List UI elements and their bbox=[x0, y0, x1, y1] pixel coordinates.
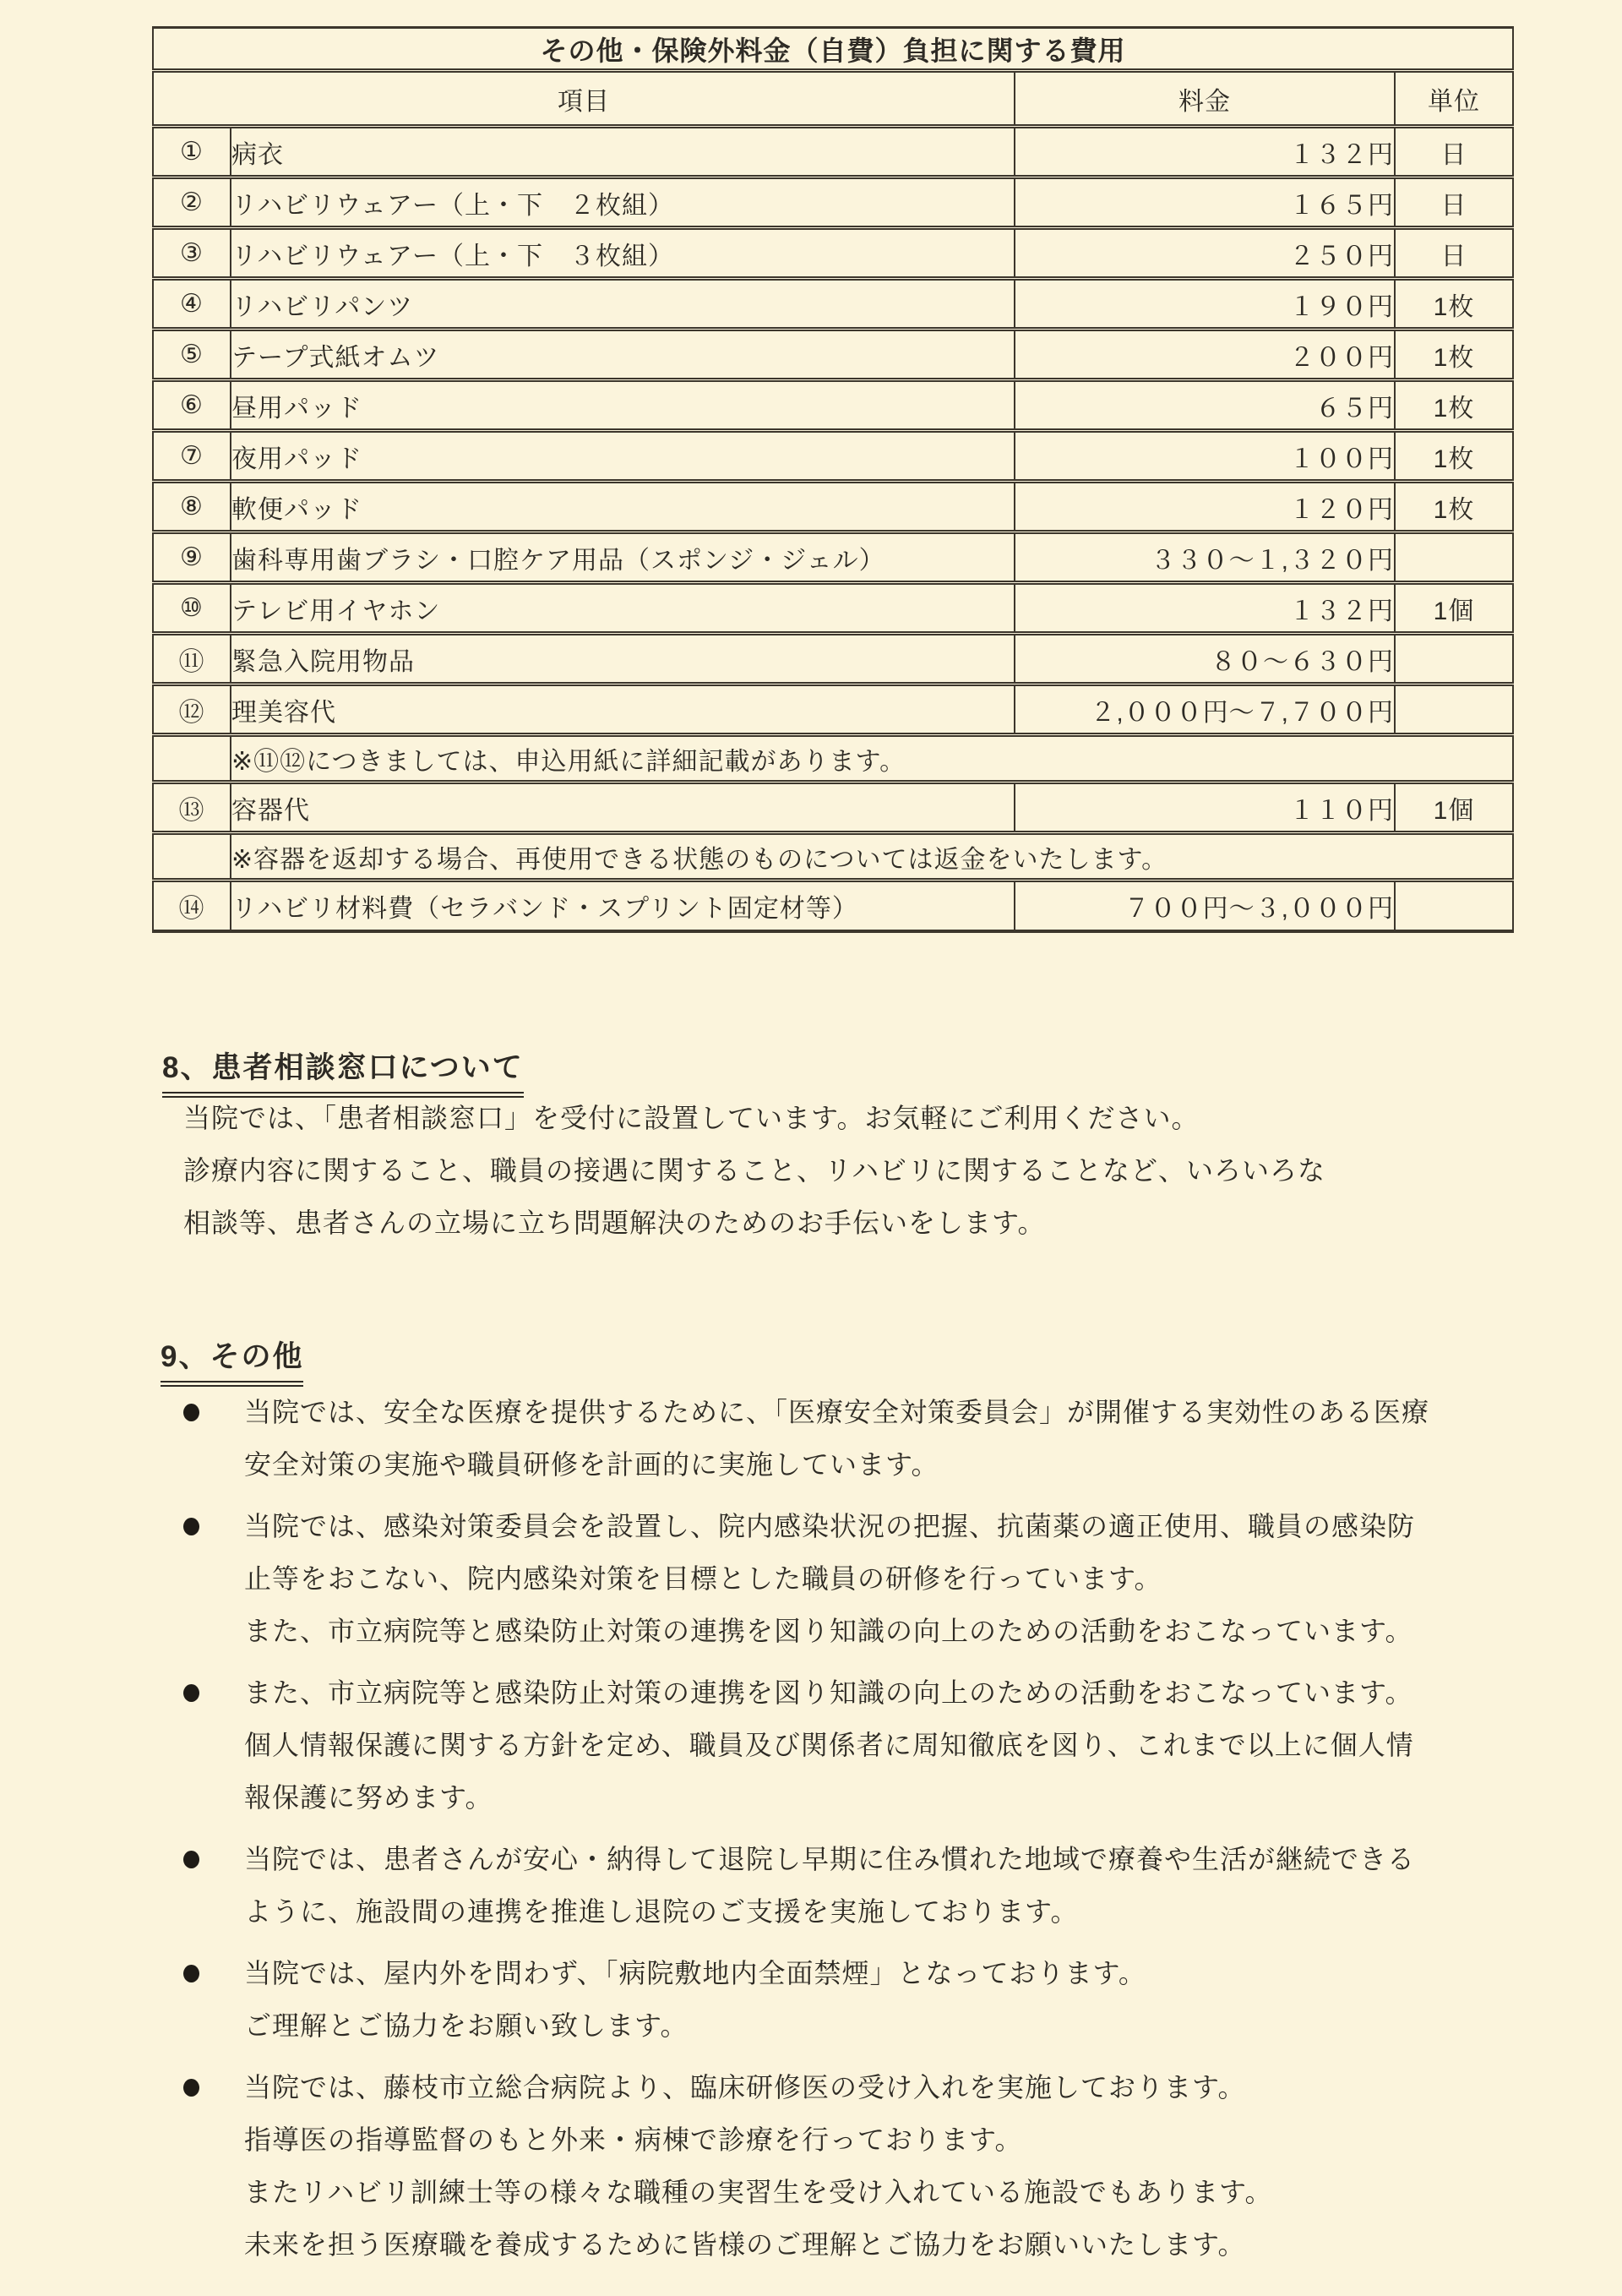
fee-cell: ７００円～３,０００円 bbox=[1015, 881, 1395, 931]
item-cell: 昼用パッド bbox=[231, 380, 1015, 431]
unit-cell: 1枚 bbox=[1395, 482, 1513, 532]
row-number-cell: ⑧ bbox=[153, 482, 231, 532]
note-cell: ※容器を返却する場合、再使用できる状態のものについては返金をいたします。 bbox=[231, 833, 1513, 881]
unit-cell: 1個 bbox=[1395, 583, 1513, 634]
item-cell: 歯科専用歯ブラシ・口腔ケア用品（スポンジ・ジェル） bbox=[231, 532, 1015, 583]
item-cell: リハビリパンツ bbox=[231, 279, 1015, 330]
bullet-icon bbox=[183, 1684, 199, 1702]
list-item bbox=[182, 1666, 1429, 1824]
unit-cell: 1枚 bbox=[1395, 380, 1513, 431]
row-number-cell: ④ bbox=[153, 279, 231, 330]
table-row bbox=[153, 783, 1513, 833]
table-row bbox=[153, 532, 1513, 583]
section9-heading: 9、その他 bbox=[161, 1333, 303, 1387]
item-cell: テープ式紙オムツ bbox=[231, 330, 1015, 380]
paragraph-line: またリハビリ訓練士等の様々な職種の実習生を受け入れている施設でもあります。 bbox=[244, 2177, 1273, 2207]
paragraph-line: 当院では、患者さんが安心・納得して退院し早期に住み慣れた地域で療養や生活が継続できる bbox=[244, 1844, 1416, 1874]
table-header-row bbox=[153, 71, 1513, 127]
table-title-row bbox=[153, 28, 1513, 71]
paragraph-line: 当院では、「患者相談窓口」を受付に設置しています。お気軽にご利用ください。 bbox=[183, 1103, 1200, 1133]
paragraph-line: 個人情報保護に関する方針を定め、職員及び関係者に周知徹底を図り、これまで以上に個人情 bbox=[244, 1730, 1414, 1760]
row-number-cell: ⑪ bbox=[153, 634, 231, 684]
paragraph-line: 止等をおこない、院内感染対策を目標とした職員の研修を行っています。 bbox=[244, 1563, 1162, 1594]
table-row bbox=[153, 127, 1513, 177]
fee-cell: １９０円 bbox=[1015, 279, 1395, 330]
section8-heading: 8、患者相談窓口について bbox=[162, 1044, 524, 1098]
table-title: その他・保険外料金（自費）負担に関する費用 bbox=[153, 28, 1513, 71]
row-number-cell: ⑨ bbox=[153, 532, 231, 583]
fee-cell: ３３０～１,３２０円 bbox=[1015, 532, 1395, 583]
unit-cell: 1枚 bbox=[1395, 431, 1513, 482]
table-row bbox=[153, 279, 1513, 330]
paragraph-line: 当院では、感染対策委員会を設置し、院内感染状況の把握、抗菌薬の適正使用、職員の感染防 bbox=[244, 1511, 1416, 1541]
table-row bbox=[153, 431, 1513, 482]
item-cell: リハビリウェアー（上・下 ３枚組） bbox=[231, 228, 1015, 279]
list-item bbox=[182, 2061, 1429, 2271]
item-cell: リハビリウェアー（上・下 ２枚組） bbox=[231, 177, 1015, 228]
row-number-cell: ⑦ bbox=[153, 431, 231, 482]
unit-cell bbox=[1395, 684, 1513, 735]
table-note-row bbox=[153, 833, 1513, 881]
item-cell: 病衣 bbox=[231, 127, 1015, 177]
fee-cell: １３２円 bbox=[1015, 127, 1395, 177]
row-number-cell: ① bbox=[153, 127, 231, 177]
bullet-icon bbox=[183, 2079, 199, 2097]
table-row bbox=[153, 482, 1513, 532]
paragraph-line: 未来を担う医療職を養成するために皆様のご理解とご協力をお願いいたします。 bbox=[244, 2229, 1246, 2260]
fee-cell: ８０～６３０円 bbox=[1015, 634, 1395, 684]
paragraph-line: 報保護に努めます。 bbox=[244, 1782, 493, 1813]
item-cell: テレビ用イヤホン bbox=[231, 583, 1015, 634]
section9-bullet-list bbox=[182, 1386, 1429, 2280]
item-cell: リハビリ材料費（セラバンド・スプリント固定材等） bbox=[231, 881, 1015, 931]
fee-cell: ６５円 bbox=[1015, 380, 1395, 431]
paragraph-line: 診療内容に関すること、職員の接遇に関すること、リハビリに関することなど、いろいろな bbox=[183, 1155, 1326, 1186]
unit-cell: 日 bbox=[1395, 127, 1513, 177]
table-row bbox=[153, 380, 1513, 431]
row-number-cell: ⑥ bbox=[153, 380, 231, 431]
bullet-icon bbox=[183, 1851, 199, 1868]
list-item bbox=[182, 1947, 1429, 2052]
row-number-cell: ⑬ bbox=[153, 783, 231, 833]
paragraph-line: ように、施設間の連携を推進し退院のご支援を実施しております。 bbox=[244, 1896, 1079, 1927]
row-number-cell: ⑩ bbox=[153, 583, 231, 634]
fee-cell: １１０円 bbox=[1015, 783, 1395, 833]
note-cell: ※⑪⑫につきましては、申込用紙に詳細記載があります。 bbox=[231, 735, 1513, 783]
paragraph-line: 安全対策の実施や職員研修を計画的に実施しています。 bbox=[244, 1449, 939, 1480]
table-row bbox=[153, 634, 1513, 684]
row-number-cell: ⑤ bbox=[153, 330, 231, 380]
unit-cell: 1枚 bbox=[1395, 279, 1513, 330]
fee-table bbox=[152, 26, 1514, 933]
paragraph-line: 当院では、藤枝市立総合病院より、臨床研修医の受け入れを実施しております。 bbox=[244, 2072, 1246, 2102]
paragraph-line: また、市立病院等と感染防止対策の連携を図り知識の向上のための活動をおこなっています。 bbox=[244, 1616, 1413, 1646]
fee-cell: ２００円 bbox=[1015, 330, 1395, 380]
header-unit: 単位 bbox=[1395, 71, 1513, 127]
paragraph-line: 当院では、屋内外を問わず、「病院敷地内全面禁煙」となっております。 bbox=[244, 1958, 1146, 1988]
paragraph-line: 当院では、安全な医療を提供するために、「医療安全対策委員会」が開催する実効性のある医療 bbox=[244, 1397, 1430, 1427]
row-number-cell bbox=[153, 735, 231, 783]
list-item bbox=[182, 1386, 1429, 1491]
table-row bbox=[153, 330, 1513, 380]
unit-cell: 1枚 bbox=[1395, 330, 1513, 380]
list-item bbox=[182, 1833, 1429, 1938]
item-cell: 理美容代 bbox=[231, 684, 1015, 735]
table-row bbox=[153, 583, 1513, 634]
row-number-cell: ② bbox=[153, 177, 231, 228]
table-row bbox=[153, 177, 1513, 228]
row-number-cell: ⑭ bbox=[153, 881, 231, 931]
unit-cell: 1個 bbox=[1395, 783, 1513, 833]
fee-cell: １３２円 bbox=[1015, 583, 1395, 634]
item-cell: 夜用パッド bbox=[231, 431, 1015, 482]
row-number-cell bbox=[153, 833, 231, 881]
header-item: 項目 bbox=[153, 71, 1015, 127]
paragraph-line: 相談等、患者さんの立場に立ち問題解決のためのお手伝いをします。 bbox=[183, 1208, 1046, 1238]
item-cell: 容器代 bbox=[231, 783, 1015, 833]
header-fee: 料金 bbox=[1015, 71, 1395, 127]
section8-body bbox=[183, 1092, 1325, 1249]
table-row bbox=[153, 684, 1513, 735]
fee-cell: １６５円 bbox=[1015, 177, 1395, 228]
item-cell: 軟便パッド bbox=[231, 482, 1015, 532]
table-note-row bbox=[153, 735, 1513, 783]
unit-cell: 日 bbox=[1395, 228, 1513, 279]
bullet-icon bbox=[183, 1965, 199, 1982]
table-row bbox=[153, 228, 1513, 279]
table-row bbox=[153, 881, 1513, 931]
list-item bbox=[182, 1500, 1429, 1657]
item-cell: 緊急入院用物品 bbox=[231, 634, 1015, 684]
paragraph-line: また、市立病院等と感染防止対策の連携を図り知識の向上のための活動をおこなっています。 bbox=[244, 1677, 1413, 1708]
row-number-cell: ⑫ bbox=[153, 684, 231, 735]
fee-cell: ２５０円 bbox=[1015, 228, 1395, 279]
unit-cell bbox=[1395, 634, 1513, 684]
bullet-icon bbox=[183, 1404, 199, 1421]
paragraph-line: 指導医の指導監督のもと外来・病棟で診療を行っております。 bbox=[244, 2124, 1023, 2155]
paragraph-line: ご理解とご協力をお願い致します。 bbox=[244, 2010, 689, 2041]
unit-cell: 日 bbox=[1395, 177, 1513, 228]
unit-cell bbox=[1395, 532, 1513, 583]
fee-cell: １２０円 bbox=[1015, 482, 1395, 532]
fee-cell: １００円 bbox=[1015, 431, 1395, 482]
bullet-icon bbox=[183, 1518, 199, 1535]
row-number-cell: ③ bbox=[153, 228, 231, 279]
fee-cell: ２,０００円～７,７００円 bbox=[1015, 684, 1395, 735]
unit-cell bbox=[1395, 881, 1513, 931]
